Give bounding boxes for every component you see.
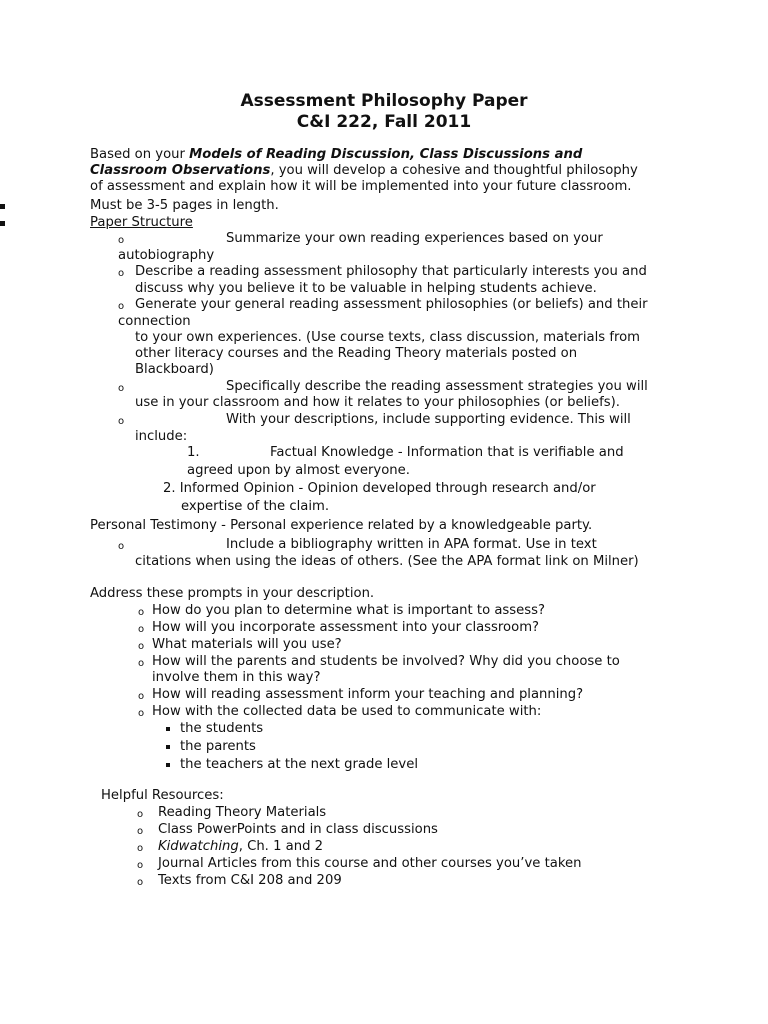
length-requirement: Must be 3-5 pages in length. [90,198,279,213]
structure-item-3-line-2: connection [118,314,191,329]
square-bullet-icon [166,763,170,767]
prompts-intro: Address these prompts in your description. [90,586,375,601]
square-bullet-icon [0,204,5,209]
intro-line-2 [90,163,638,180]
evidence-2-line-2: expertise of the claim. [181,499,330,514]
structure-item-4-line-2: use in your classroom and how it relates to your philosophies (or beliefs). [135,395,620,410]
structure-item-3-line-1: Generate your general reading assessment philosophies (or beliefs) and their [135,297,648,312]
structure-item-3-line-4: other literacy courses and the Reading Theory materials posted on [135,346,578,361]
evidence-1-line-1: Factual Knowledge - Information that is verifiable and [270,445,624,460]
intro-line-3: of assessment and explain how it will be implemented into your future classroom. [90,179,632,194]
hollow-bullet-icon: o [138,624,145,635]
square-bullet-icon [166,727,170,731]
hollow-bullet-icon: o [138,691,145,702]
structure-item-5-line-2: include: [135,429,188,444]
hollow-bullet-icon: o [137,809,144,820]
prompt-item: How will the parents and students be involved? Why did you choose to [152,654,620,669]
resource-item: Reading Theory Materials [158,805,327,820]
prompt-item: How will you incorporate assessment into your classroom? [152,620,540,635]
structure-item-3-line-5: Blackboard) [135,362,214,377]
structure-item-3-line-3: to your own experiences. (Use course texts, class discussion, materials from [135,330,641,345]
prompt-item: What materials will you use? [152,637,342,652]
hollow-bullet-icon: o [118,235,125,246]
square-bullet-icon [166,745,170,749]
intro-emphasis-1: Models of Reading Discussion, Class Discussions and [189,147,583,162]
hollow-bullet-icon: o [118,383,125,394]
personal-testimony: Personal Testimony - Personal experience related by a knowledgeable party. [90,518,593,533]
intro-line-1 [90,147,582,164]
resource-book-title: Kidwatching [158,839,239,854]
audience-item: the teachers at the next grade level [180,757,418,772]
prompt-item: How do you plan to determine what is important to assess? [152,603,546,618]
resource-book-chapters: , Ch. 1 and 2 [238,839,324,854]
prompt-item: How with the collected data be used to communicate with: [152,704,542,719]
evidence-1-line-2: agreed upon by almost everyone. [187,463,410,478]
hollow-bullet-icon: o [138,641,145,652]
resource-item: Class PowerPoints and in class discussions [158,822,438,837]
resource-item: Journal Articles from this course and other courses you’ve taken [158,856,582,871]
hollow-bullet-icon: o [137,826,144,837]
structure-item-2-line-2: discuss why you believe it to be valuable in helping students achieve. [135,281,597,296]
course-subtitle: C&I 222, Fall 2011 [296,112,472,132]
structure-item-2-line-1: Describe a reading assessment philosophy that particularly interests you and [135,264,647,279]
hollow-bullet-icon: o [118,268,125,279]
resources-heading: Helpful Resources: [101,788,224,803]
prompt-item: How will reading assessment inform your teaching and planning? [152,687,584,702]
hollow-bullet-icon: o [138,708,145,719]
structure-item-6-line-1: Include a bibliography written in APA format. Use in text [226,537,597,552]
hollow-bullet-icon: o [137,877,144,888]
structure-item-1-line-1: Summarize your own reading experiences based on your [226,231,603,246]
hollow-bullet-icon: o [118,541,125,552]
hollow-bullet-icon: o [137,860,144,871]
prompt-item-continued: involve them in this way? [152,670,321,685]
intro-emphasis-2: Classroom Observations [90,163,271,178]
hollow-bullet-icon: o [137,843,144,854]
evidence-2-line-1: 2. Informed Opinion - Opinion developed through research and/or [163,481,596,496]
structure-item-6-line-2: citations when using the ideas of others. (See the APA format link on Milner) [135,554,639,569]
hollow-bullet-icon: o [138,658,145,669]
hollow-bullet-icon: o [118,416,125,427]
hollow-bullet-icon: o [138,607,145,618]
hollow-bullet-icon: o [118,301,125,312]
square-bullet-icon [0,221,5,226]
audience-item: the parents [180,739,256,754]
audience-item: the students [180,721,264,736]
page-title: Assessment Philosophy Paper [240,91,528,111]
evidence-number-1: 1. [187,445,200,460]
structure-item-5-line-1: With your descriptions, include supporting evidence. This will [226,412,631,427]
resource-item [158,839,323,856]
intro-prefix: Based on your [90,147,190,162]
structure-item-4-line-1: Specifically describe the reading assessment strategies you will [226,379,648,394]
paper-structure-label: Paper Structure [90,215,193,230]
structure-item-1-line-2: autobiography [118,248,215,263]
intro-rest: , you will develop a cohesive and thoughtful philosophy [270,163,638,178]
resource-item: Texts from C&I 208 and 209 [158,873,342,888]
